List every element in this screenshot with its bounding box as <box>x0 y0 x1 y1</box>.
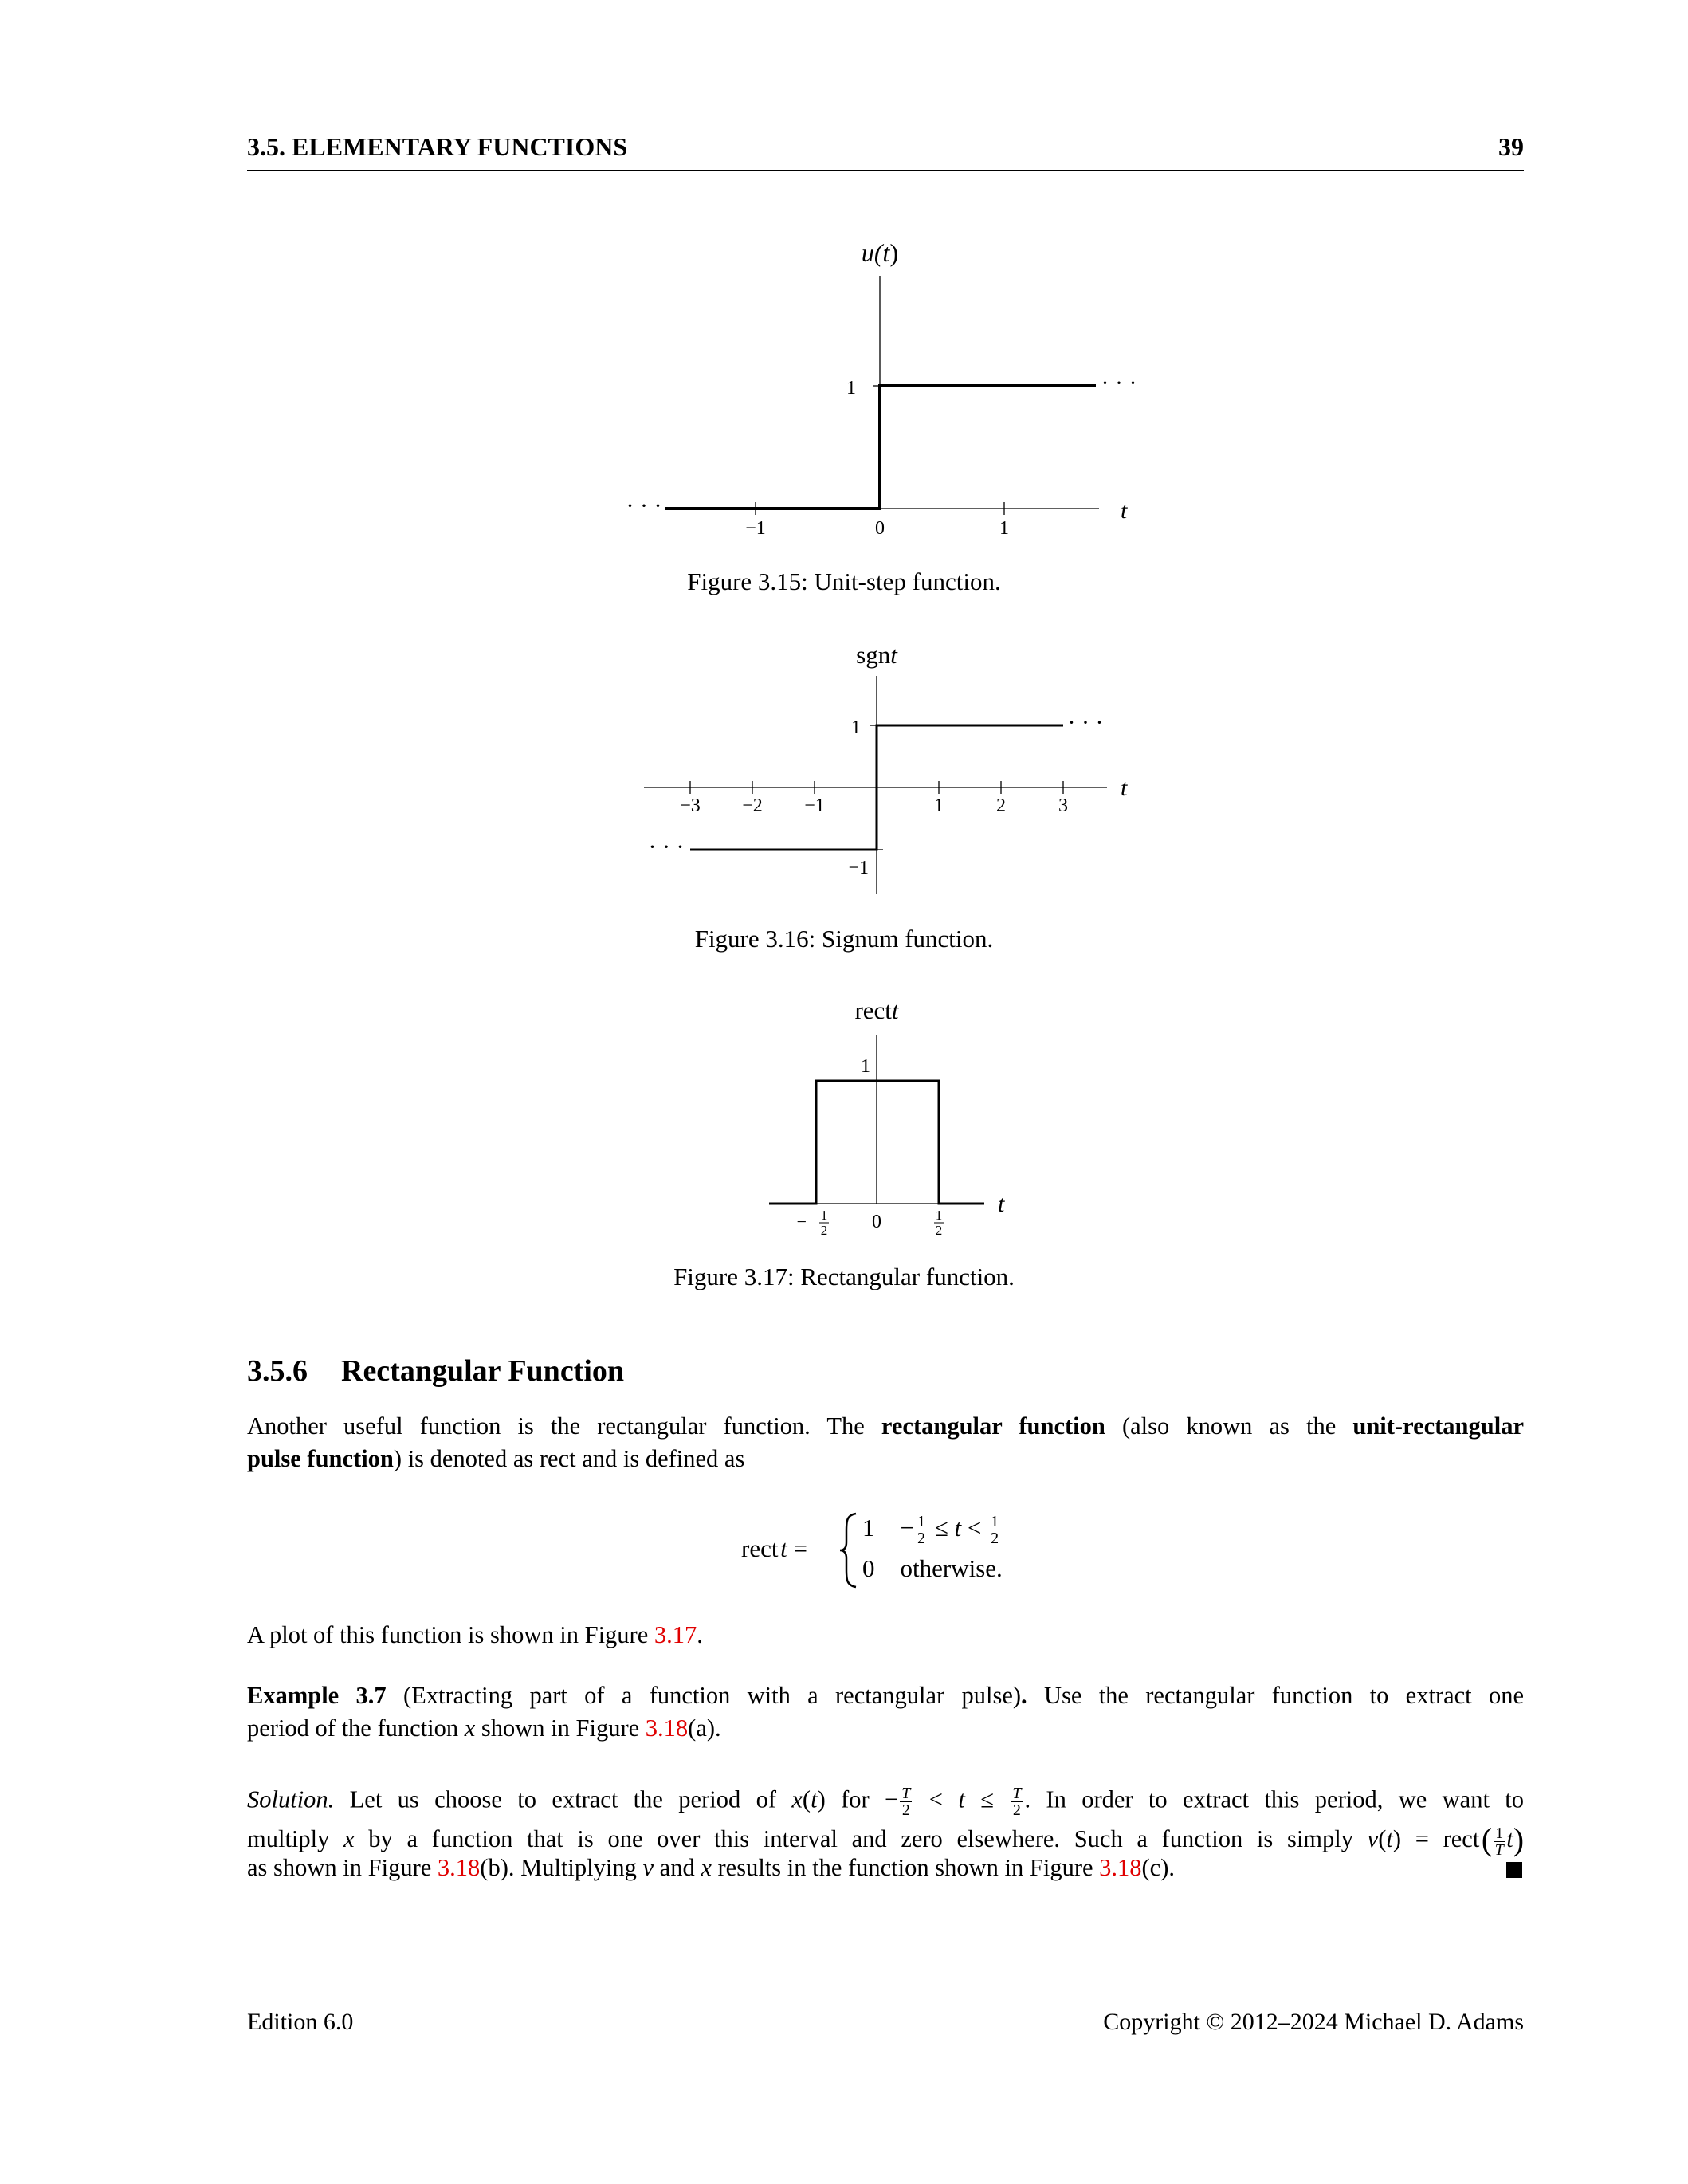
solution-line: Solution. Let us choose to extract the period of x(t) for − $\frac{T}{2}$ < t ≤ $\frac{T}{2}$ . In order to extract this period, we want to <box>247 1785 1525 1819</box>
level-label: 1 <box>846 378 856 399</box>
x-tick-label: 3 <box>1058 795 1068 816</box>
x-axis-label: t <box>1121 775 1128 801</box>
x-tick-label: −1 <box>745 518 766 539</box>
figure-3-15-unit-step <box>626 238 1137 539</box>
case-row-1: 1 − $\frac{1}{2}$ ≤ t < $\frac{1}{2}$ <box>862 1513 999 1548</box>
section-number: 3.5.6 <box>247 1354 308 1388</box>
figure-link[interactable]: 3.18 <box>1099 1854 1142 1881</box>
x-tick-label-pos-half <box>934 1208 944 1238</box>
x-tick-label: −3 <box>680 795 701 816</box>
y-axis-label: sgnt <box>856 641 897 669</box>
neg-level-label: −1 <box>848 858 869 878</box>
svg-text:2: 2 <box>820 1223 828 1238</box>
x-tick-label: −1 <box>804 795 825 816</box>
left-ellipsis: · · · <box>648 834 685 860</box>
svg-text:−: − <box>796 1212 807 1231</box>
paragraph-line: Another useful function is the rectangular function. The rectangular function (also known as the unit-rectangular <box>247 1412 1524 1440</box>
pos-level-label: 1 <box>851 717 861 738</box>
figure-3-16-caption: Figure 3.16: Signum function. <box>694 925 994 953</box>
figure-3-17-rect <box>769 996 1005 1238</box>
x-tick-label: −2 <box>742 795 763 816</box>
left-brace <box>838 1512 859 1589</box>
right-ellipsis: · · · <box>1067 709 1104 736</box>
example-line: period of the function x shown in Figure 3.18(a). <box>247 1715 721 1742</box>
x-axis-label: t <box>1121 497 1128 524</box>
section-heading <box>247 1353 624 1389</box>
figure-link[interactable]: 3.18 <box>437 1854 481 1881</box>
footer-edition: Edition 6.0 <box>247 2009 354 2035</box>
figure-3-16-signum <box>644 641 1128 894</box>
section-title: Rectangular Function <box>341 1354 625 1388</box>
figure-3-17-caption: Figure 3.17: Rectangular function. <box>673 1263 1015 1290</box>
svg-text:1: 1 <box>820 1208 828 1223</box>
svg-text:1: 1 <box>935 1208 943 1223</box>
left-ellipsis: · · · <box>626 493 662 519</box>
example-line: Example 3.7 (Extracting part of a function with a rectangular pulse). Use the rectangular function to extract one <box>247 1682 1524 1709</box>
x-tick-label: 1 <box>934 795 944 816</box>
y-axis-label: u(t) <box>861 238 899 267</box>
running-header-section: 3.5. ELEMENTARY FUNCTIONS <box>247 132 628 161</box>
x-tick-label: 0 <box>875 518 885 539</box>
right-ellipsis: · · · <box>1101 370 1137 396</box>
x-tick-label-zero: 0 <box>872 1212 881 1232</box>
paragraph-line: A plot of this function is shown in Figure 3.17. <box>247 1621 703 1648</box>
svg-text:2: 2 <box>935 1223 943 1238</box>
end-of-proof-square <box>1506 1862 1522 1878</box>
y-axis-label: rectt <box>854 996 899 1024</box>
page-number: 39 <box>1498 132 1524 161</box>
x-axis-label: t <box>998 1191 1005 1217</box>
x-tick-label-neg-half <box>797 1208 829 1238</box>
solution-line: as shown in Figure 3.18(b). Multiplying v and x results in the function shown in Figure 3.18(c). <box>247 1854 1175 1881</box>
x-tick-label: 1 <box>999 518 1009 539</box>
level-label: 1 <box>861 1056 870 1077</box>
figure-link[interactable]: 3.17 <box>654 1621 697 1648</box>
unit-step-curve <box>665 386 1096 509</box>
footer-copyright: Copyright © 2012–2024 Michael D. Adams <box>1103 2009 1524 2035</box>
figure-3-15-caption: Figure 3.15: Unit-step function. <box>687 568 1001 595</box>
figure-link[interactable]: 3.18 <box>645 1715 689 1742</box>
x-tick-label: 2 <box>996 795 1006 816</box>
solution-line: multiply x by a function that is one over this interval and zero elsewhere. Such a function is simply v(t) = rect ( $\frac{1}{T}$ t) <box>247 1821 1525 1859</box>
paragraph-line: pulse function) is denoted as rect and is defined as <box>247 1445 745 1472</box>
case-row-2: 0 otherwise. <box>862 1554 1003 1582</box>
